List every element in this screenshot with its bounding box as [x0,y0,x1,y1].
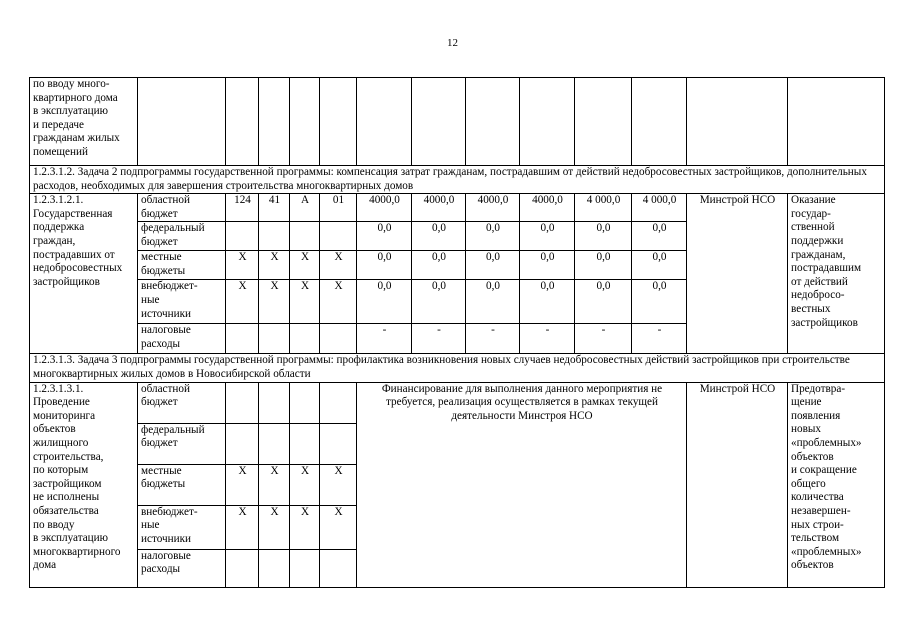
table-row [30,382,885,423]
value-cell: 4000,0 [466,194,520,222]
code-cell [320,222,357,251]
activity-name-cell: 1.2.3.1.2.1. Государственная поддержка граждан, пострадавших от недобросовестных застройщиков [30,194,138,354]
funding-source: областной бюджет [138,382,226,423]
code-cell [290,423,320,464]
code-cell: Х [290,505,320,549]
code-cell [226,382,259,423]
code-cell [259,324,290,354]
value-cell: 0,0 [520,251,575,280]
table-row [30,194,885,222]
funding-source: внебюджет- ные источники [138,280,226,324]
program-table [29,77,885,588]
funding-source: местные бюджеты [138,464,226,505]
code-cell: Х [259,280,290,324]
code-cell: Х [290,251,320,280]
code-cell: Х [226,280,259,324]
code-cell: Х [320,505,357,549]
section-header-row [30,354,885,382]
code-cell [226,222,259,251]
funding-source: областной бюджет [138,194,226,222]
executor-cell: Минстрой НСО [687,194,788,354]
funding-source: налоговые расходы [138,549,226,587]
code-cell: Х [259,251,290,280]
code-cell [290,382,320,423]
activity-name-cell: по вводу много- квартирного дома в эксплуатацию и передаче гражданам жилых помещений [30,78,138,166]
section-header-row [30,166,885,194]
code-cell: Х [290,464,320,505]
funding-source: федеральный бюджет [138,222,226,251]
code-cell: Х [290,280,320,324]
code-cell: Х [226,464,259,505]
code-cell: Х [259,505,290,549]
code-cell [259,222,290,251]
value-cell: 0,0 [357,251,412,280]
code-cell [259,423,290,464]
code-cell [290,324,320,354]
executor-cell: Минстрой НСО [687,382,788,587]
value-cell: 0,0 [466,251,520,280]
result-cell: Предотвра- щение появления новых «проблемных» объектов и сокращение общего количества незавершен- ных строи- тельством «проблемных» объектов [788,382,885,587]
code-cell [320,382,357,423]
code-cell: 01 [320,194,357,222]
value-cell: 4 000,0 [632,194,687,222]
code-cell: Х [320,251,357,280]
code-cell: 41 [259,194,290,222]
table-row [30,78,885,166]
code-cell [226,423,259,464]
funding-source: федеральный бюджет [138,423,226,464]
code-cell [290,222,320,251]
code-cell: Х [259,464,290,505]
code-cell [290,549,320,587]
value-cell: - [575,324,632,354]
task-header: 1.2.3.1.2. Задача 2 подпрограммы государственной программы: компенсация затрат гражданам, пострадавшим от действий недобросовестных застройщиков, дополнительных расходов, необходимых для завершения строительства многоквартирных домов [30,166,885,194]
value-cell: 0,0 [357,280,412,324]
code-cell [259,382,290,423]
value-cell: 0,0 [575,222,632,251]
page-number: 12 [447,37,458,49]
code-cell: А [290,194,320,222]
funding-source: внебюджет- ные источники [138,505,226,549]
value-cell: 0,0 [575,251,632,280]
value-cell: 0,0 [632,222,687,251]
code-cell [226,549,259,587]
funding-source: налоговые расходы [138,324,226,354]
code-cell: 124 [226,194,259,222]
code-cell [320,324,357,354]
funding-source: местные бюджеты [138,251,226,280]
task-header: 1.2.3.1.3. Задача 3 подпрограммы государственной программы: профилактика возникновения новых случаев недобросовестных действий застройщиков при строительстве многоквартирных жилых домов в Новосибирской области [30,354,885,382]
value-cell: 0,0 [520,280,575,324]
value-cell: - [520,324,575,354]
value-cell: 0,0 [466,280,520,324]
value-cell: 0,0 [412,251,466,280]
value-cell: - [412,324,466,354]
value-cell: 0,0 [520,222,575,251]
value-cell: 4000,0 [412,194,466,222]
value-cell: 0,0 [412,280,466,324]
value-cell: 4000,0 [520,194,575,222]
value-cell: 4 000,0 [575,194,632,222]
value-cell: - [466,324,520,354]
value-cell: 0,0 [357,222,412,251]
value-cell: 0,0 [412,222,466,251]
code-cell [259,549,290,587]
value-cell: 4000,0 [357,194,412,222]
code-cell: Х [226,251,259,280]
code-cell: Х [320,464,357,505]
financing-note: Финансирование для выполнения данного мероприятия не требуется, реализация осуществляется в рамках текущей деятельности Минстроя НСО [357,382,687,587]
code-cell [226,324,259,354]
value-cell: 0,0 [466,222,520,251]
code-cell [320,549,357,587]
code-cell [320,423,357,464]
value-cell: 0,0 [632,251,687,280]
code-cell: Х [226,505,259,549]
value-cell: 0,0 [575,280,632,324]
value-cell: - [357,324,412,354]
value-cell: 0,0 [632,280,687,324]
value-cell: - [632,324,687,354]
result-cell: Оказание государ- ственной поддержки гражданам, пострадавшим от действий недобросо- вестных застройщиков [788,194,885,354]
code-cell: Х [320,280,357,324]
activity-name-cell: 1.2.3.1.3.1. Проведение мониторинга объектов жилищного строительства, по которым застройщиком не исполнены обязательства по вводу в эксплуатацию многоквартирного дома [30,382,138,587]
